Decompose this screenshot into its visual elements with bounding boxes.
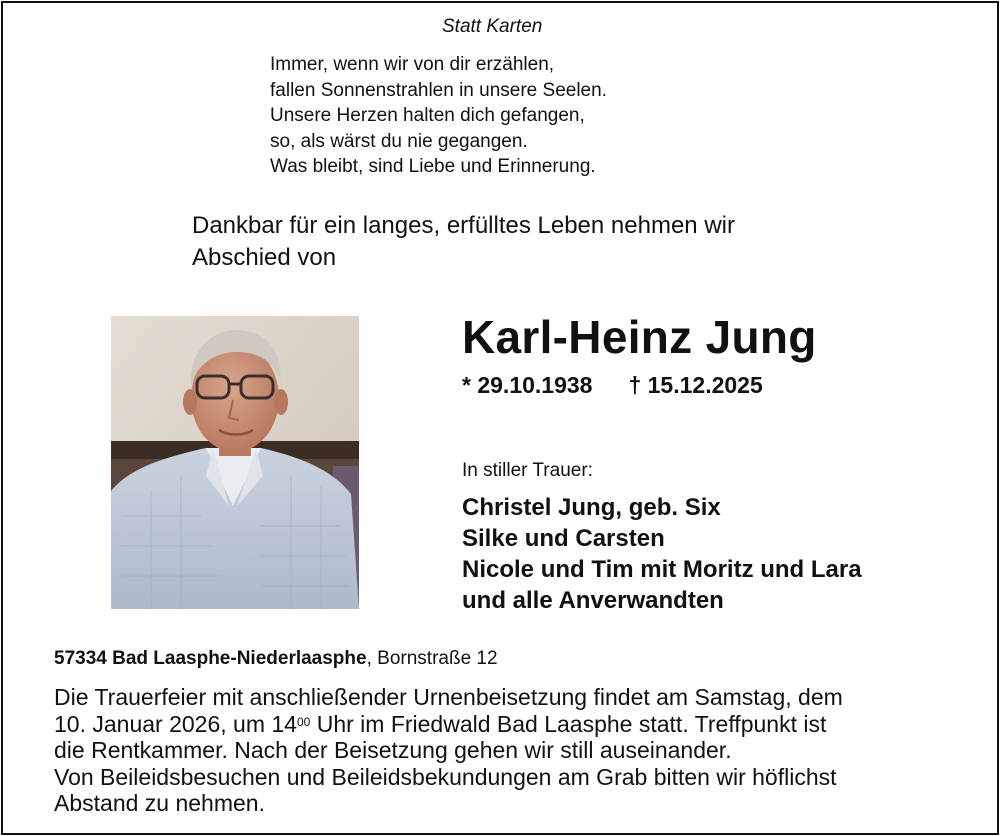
death-date: † 15.12.2025 bbox=[628, 372, 763, 398]
mourners-list bbox=[462, 492, 862, 616]
info-line: die Rentkammer. Nach der Beisetzung gehen wir still auseinander. bbox=[54, 737, 732, 763]
portrait-illustration bbox=[111, 316, 359, 609]
info-line: Die Trauerfeier mit anschließender Urnenbeisetzung findet am Samstag, dem bbox=[54, 684, 843, 710]
life-dates bbox=[462, 372, 763, 399]
poem-line: Immer, wenn wir von dir erzählen, bbox=[270, 54, 555, 75]
header-text: Statt Karten bbox=[442, 16, 543, 37]
poem-line: Was bleibt, sind Liebe und Erinnerung. bbox=[270, 156, 596, 177]
intro-line: Abschied von bbox=[192, 244, 337, 271]
address bbox=[54, 648, 498, 670]
intro-line: Dankbar für ein langes, erfülltes Leben nehmen wir bbox=[192, 212, 735, 239]
info-location: Uhr im Friedwald Bad Laasphe statt. Treffpunkt ist bbox=[310, 710, 827, 737]
address-street: , Bornstraße 12 bbox=[366, 648, 498, 669]
mourners-label: In stiller Trauer: bbox=[462, 460, 593, 481]
mourner-line: und alle Anverwandten bbox=[462, 587, 724, 614]
intro-text bbox=[192, 210, 735, 274]
poem-line: so, als wärst du nie gegangen. bbox=[270, 130, 528, 152]
mourner-line: Christel Jung, geb. Six bbox=[462, 494, 721, 521]
address-place: 57334 Bad Laasphe-Niederlaasphe bbox=[54, 648, 367, 669]
portrait-photo bbox=[111, 316, 359, 609]
info-line: Von Beileidsbesuchen und Beileidsbekundungen am Grab bitten wir höflichst bbox=[54, 763, 837, 790]
info-line bbox=[54, 711, 843, 738]
mourner-line: Silke und Carsten bbox=[462, 525, 665, 552]
mourner-line: Nicole und Tim mit Moritz und Lara bbox=[462, 556, 862, 583]
poem bbox=[270, 52, 607, 180]
info-line: Abstand zu nehmen. bbox=[54, 790, 265, 816]
ceremony-info bbox=[54, 684, 843, 817]
info-date-time: 10. Januar 2026, um 14 bbox=[54, 710, 297, 737]
deceased-name: Karl-Heinz Jung bbox=[462, 311, 817, 363]
poem-line: fallen Sonnenstrahlen in unsere Seelen. bbox=[270, 79, 607, 101]
time-minutes: 00 bbox=[296, 714, 311, 729]
poem-line: Unsere Herzen halten dich gefangen, bbox=[270, 105, 585, 126]
birth-date: * 29.10.1938 bbox=[462, 372, 593, 398]
